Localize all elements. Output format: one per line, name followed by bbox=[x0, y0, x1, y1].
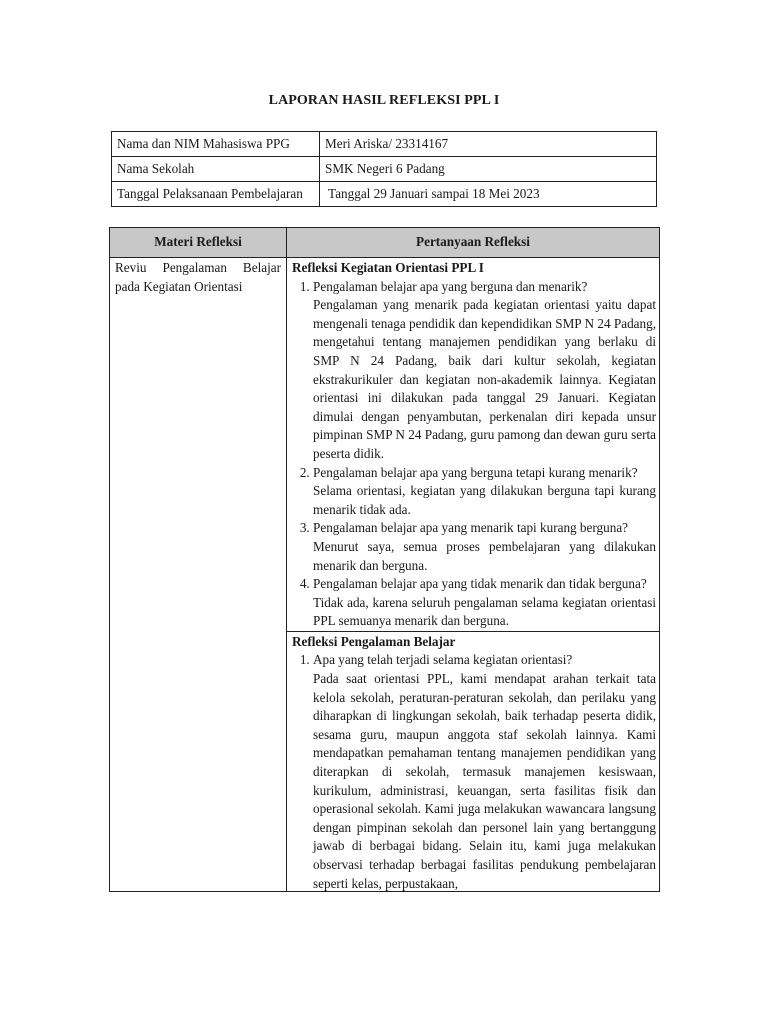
question-text: 2. Pengalaman belajar apa yang berguna tetapi kurang menarik? bbox=[313, 464, 638, 480]
material-text: Reviu Pengalaman Belajar pada Kegiatan Orientasi bbox=[115, 260, 281, 294]
question-list bbox=[292, 651, 656, 890]
section-cell-learning bbox=[287, 631, 660, 891]
question-text: 1. Pengalaman belajar apa yang berguna dan menarik? bbox=[313, 278, 588, 294]
reflection-header-row bbox=[110, 228, 660, 258]
list-item bbox=[313, 278, 656, 464]
reflection-row-orientation bbox=[110, 258, 660, 632]
section-cell-orientation bbox=[287, 258, 660, 632]
list-item bbox=[313, 464, 656, 520]
list-item bbox=[313, 519, 656, 575]
answer-text: Menurut saya, semua proses pembelajaran yang dilakukan menarik dan berguna. bbox=[313, 538, 656, 573]
question-text: 3. Pengalaman belajar apa yang menarik tapi kurang berguna? bbox=[313, 520, 629, 536]
identity-row-name bbox=[112, 132, 657, 157]
identity-value: Tanggal 29 Januari sampai 18 Mei 2023 bbox=[320, 182, 657, 207]
identity-label: Tanggal Pelaksanaan Pembelajaran bbox=[112, 182, 320, 207]
identity-value: SMK Negeri 6 Padang bbox=[320, 157, 657, 182]
section-heading: Refleksi Kegiatan Orientasi PPL I bbox=[292, 260, 484, 275]
identity-label: Nama Sekolah bbox=[112, 157, 320, 182]
identity-label: Nama dan NIM Mahasiswa PPG bbox=[112, 132, 320, 157]
question-text: 1. Apa yang telah terjadi selama kegiatan orientasi? bbox=[313, 652, 573, 668]
section-clip bbox=[292, 633, 656, 891]
header-materi: Materi Refleksi bbox=[110, 228, 287, 258]
identity-value: Meri Ariska/ 23314167 bbox=[320, 132, 657, 157]
question-text: 4. Pengalaman belajar apa yang tidak menarik dan tidak berguna? bbox=[313, 576, 647, 592]
identity-row-school bbox=[112, 157, 657, 182]
answer-text: Pengalaman yang menarik pada kegiatan orientasi yaitu dapat mengenali tenaga pendidik dan kependidikan SMP N 24 Padang, mengetahui tentang manajemen pendidikan yang berlaku di SMP N 24 Padang, baik dari kultur sekolah, kegiatan ekstrakurikuler dan kegiatan non-akademik lainnya. Kegiatan orientasi ini dilakukan pada tanggal 29 Januari. Kegiatan dimulai dengan penyambutan, perkenalan diri kepada unsur pimpinan SMP N 24 Padang, guru pamong dan dewan guru serta peserta didik. bbox=[313, 297, 656, 461]
identity-row-date bbox=[112, 182, 657, 207]
answer-text: Selama orientasi, kegiatan yang dilakukan berguna tapi kurang menarik tidak ada. bbox=[313, 483, 656, 517]
list-item bbox=[313, 651, 656, 890]
identity-table bbox=[111, 131, 657, 207]
answer-text: Tidak ada, karena seluruh pengalaman selama kegiatan orientasi PPL semuanya menarik dan berguna. bbox=[313, 594, 656, 629]
question-list bbox=[292, 278, 656, 631]
answer-text: Pada saat orientasi PPL, kami mendapat arahan terkait tata kelola sekolah, peraturan-peraturan sekolah, dan perilaku yang diharapkan di lingkungan sekolah, baik terhadap peserta didik, sesama guru, maupun anggota staf sekolah lainnya. Kami mendapatkan pemahaman tentang manajemen pendidikan yang diterapkan di sekolah, termasuk manajemen kesiswaan, kurikulum, administrasi, keuangan, serta fasilitas fisik dan operasional sekolah. Kami juga melakukan wawancara langsung dengan pimpinan sekolah dan personel lain yang bertanggung jawab di berbagai bidang. Selain itu, kami juga melakukan observasi terhadap berbagai fasilitas pendukung pembelajaran seperti kelas, perpustakaan, bbox=[313, 671, 656, 891]
document-title: LAPORAN HASIL REFLEKSI PPL I bbox=[268, 93, 500, 108]
section-heading: Refleksi Pengalaman Belajar bbox=[292, 633, 456, 649]
material-cell bbox=[110, 258, 287, 892]
header-pertanyaan: Pertanyaan Refleksi bbox=[287, 228, 660, 258]
list-item bbox=[313, 575, 656, 631]
reflection-table bbox=[109, 227, 660, 892]
